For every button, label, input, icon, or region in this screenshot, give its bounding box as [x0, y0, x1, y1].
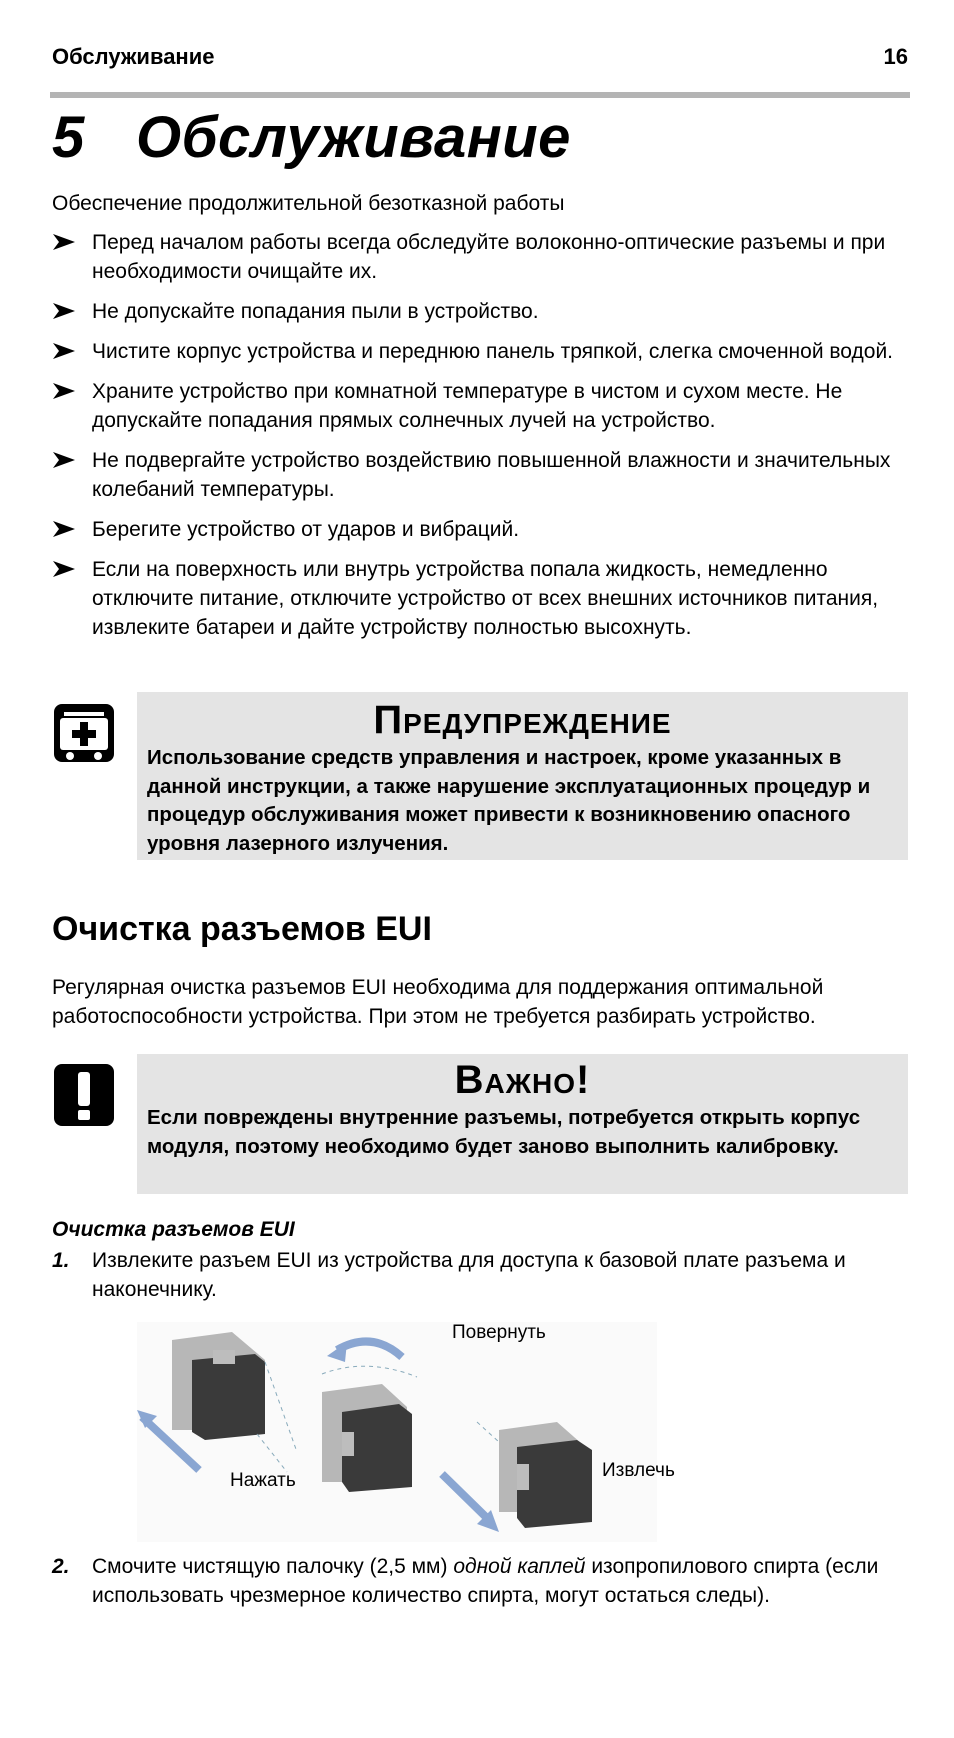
label-pull: Извлечь: [602, 1460, 675, 1481]
list-item: [52, 555, 912, 642]
section-paragraph: Регулярная очистка разъемов EUI необходима для поддержания оптимальной работоспособности устройства. При этом не требуется разбирать устройство.: [52, 976, 824, 1028]
chapter-title-text: Обслуживание: [136, 105, 571, 170]
arrow-bullet-icon: [52, 301, 76, 321]
arrow-bullet-icon: [52, 341, 76, 361]
section-title: Очистка разъемов EUI: [52, 910, 432, 948]
arrow-bullet-icon: [52, 381, 76, 401]
important-exclamation-icon: [52, 1062, 116, 1128]
list-item: [52, 377, 912, 435]
chapter-title: [52, 104, 571, 171]
step-number: 1.: [52, 1249, 70, 1272]
list-item: [52, 297, 912, 326]
chapter-number: 5: [52, 105, 85, 170]
procedure-title: Очистка разъемов EUI: [52, 1218, 295, 1241]
list-item: [52, 446, 912, 504]
running-header: [52, 44, 908, 76]
label-rotate: Повернуть: [452, 1322, 546, 1343]
list-item-text: Берегите устройство от ударов и вибраций.: [92, 518, 520, 541]
list-item-text: Если на поверхность или внутрь устройства попала жидкость, немедленно отключите питание, отключите устройство от всех внешних источников питания, извлеките батареи и дайте устройству полностью высохнуть.: [92, 558, 879, 639]
connector-illustration: [137, 1322, 657, 1542]
warning-ambulance-icon: [52, 700, 116, 766]
warning-text: Использование средств управления и настроек, кроме указанных в данной инструкции, а также нарушение эксплуатационных процедур и процедур обслуживания может привести к возникновению опасного уровня лазерного излучения.: [147, 746, 871, 855]
step-text-part: Смочите чистящую палочку (2,5 мм): [92, 1555, 454, 1578]
header-rule: [50, 92, 910, 98]
list-item: [52, 337, 912, 366]
important-text: Если повреждены внутренние разъемы, потребуется открыть корпус модуля, поэтому необходимо будет заново выполнить калибровку.: [147, 1106, 861, 1158]
list-item: [52, 228, 912, 286]
running-header-title: Обслуживание: [52, 44, 215, 69]
page-number: 16: [883, 44, 908, 69]
list-item-text: Храните устройство при комнатной температуре в чистом и сухом месте. Не допускайте попадания прямых солнечных лучей на устройство.: [92, 380, 843, 432]
arrow-bullet-icon: [52, 232, 76, 252]
warning-heading: Предупреждение: [373, 698, 672, 742]
important-callout: [137, 1054, 908, 1194]
intro-text: Обеспечение продолжительной безотказной работы: [52, 192, 565, 215]
step-number: 2.: [52, 1555, 70, 1578]
maintenance-list: [52, 228, 912, 653]
list-item-text: Не подвергайте устройство воздействию повышенной влажности и значительных колебаний температуры.: [92, 449, 891, 501]
connector-removal-figure: [137, 1322, 675, 1542]
step-text: Извлеките разъем EUI из устройства для доступа к базовой плате разъема и наконечнику.: [92, 1249, 846, 1301]
step-text: [52, 1552, 922, 1610]
warning-callout: [137, 692, 908, 860]
arrow-bullet-icon: [52, 450, 76, 470]
list-item-text: Не допускайте попадания пыли в устройство.: [92, 300, 539, 323]
procedure-step: [52, 1552, 922, 1610]
list-item: [52, 515, 912, 544]
arrow-bullet-icon: [52, 519, 76, 539]
list-item-text: Перед началом работы всегда обследуйте волоконно-оптические разъемы и при необходимости очищайте их.: [92, 231, 886, 283]
arrow-bullet-icon: [52, 559, 76, 579]
step-text-part: изопропилового спирта (если использовать чрезмерное количество спирта, могут остаться следы).: [92, 1555, 879, 1607]
step-text-emphasis: одной каплей: [453, 1555, 586, 1578]
list-item-text: Чистите корпус устройства и переднюю панель тряпкой, слегка смоченной водой.: [92, 340, 894, 363]
important-heading: Важно!: [454, 1058, 591, 1102]
procedure-step: [52, 1246, 922, 1304]
label-push: Нажать: [230, 1470, 296, 1491]
